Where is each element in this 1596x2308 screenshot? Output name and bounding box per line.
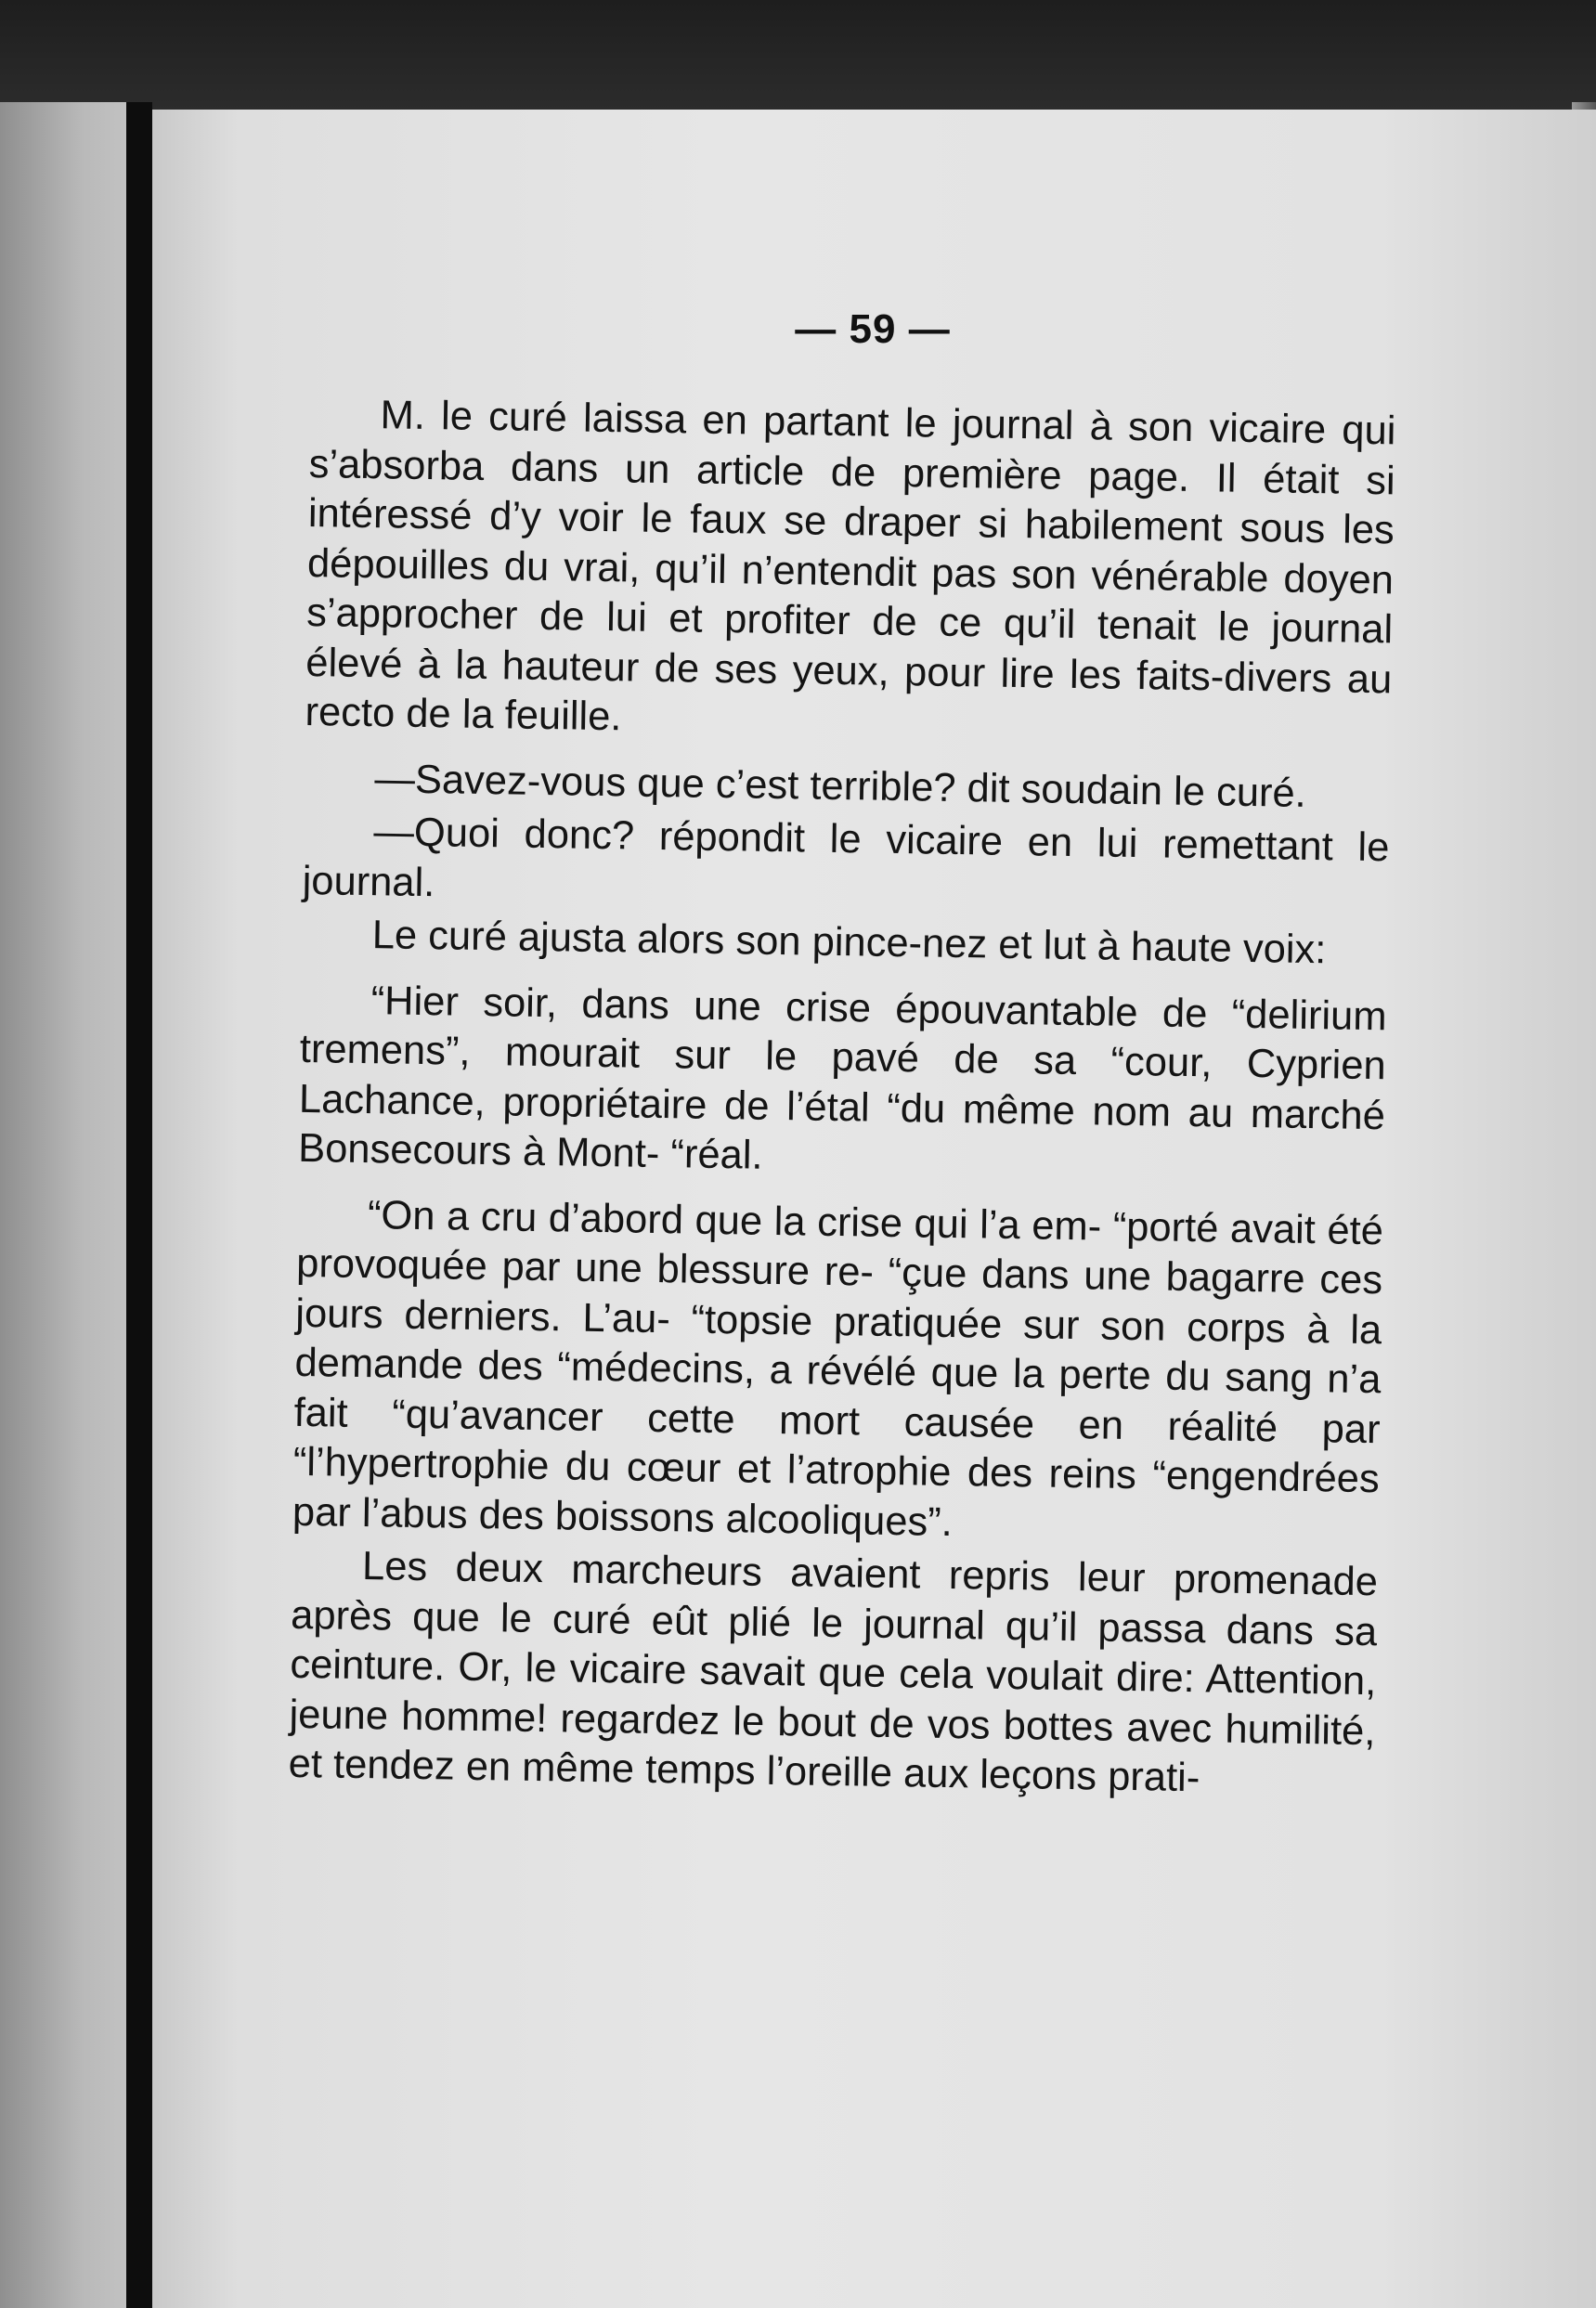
page-text <box>288 390 1396 1807</box>
paragraph-4: Le curé ajusta alors son pince-nez et lut à haute voix: <box>371 913 1327 973</box>
paragraph-2: —Savez-vous que c’est terrible? dit soudain le curé. <box>374 756 1307 816</box>
paragraph-7: Les deux marcheurs avaient repris leur promenade après que le curé eût plié le journal qu’il passa dans sa ceinture. Or, le vicaire savait que cela voulait dire: Attention, jeune homme! regardez le bout de vos bottes avec humilité, et tendez en même temps l’oreille aux leçons prati- <box>288 1544 1379 1801</box>
facing-page-edge <box>0 102 137 2308</box>
quote-paragraph-1: “Hier soir, dans une crise épouvantable de “delirium tremens”, mourait sur le pavé de sa “cour, Cyprien Lachance, propriétaire de l’étal “du même nom au marché Bonsecours à Mont- “réal. <box>297 978 1387 1178</box>
page-number: — 59 — <box>795 306 951 352</box>
paragraph-3: —Quoi donc? répondit le vicaire en lui remettant le journal. <box>302 810 1390 905</box>
paragraph-1: M. le curé laissa en partant le journal à son vicaire qui s’absorba dans un article de première page. Il était si intéressé d’y voir le faux se draper si habilement sous les dépouilles du vrai, qu’il n’entendit pas son vénérable doyen s’approcher de lui et profiter de ce qu’il tenait le journal élevé à la hauteur de ses yeux, pour lire les faits-divers au recto de la feuille. <box>305 393 1396 740</box>
book-spine-gutter <box>126 102 152 2308</box>
quote-paragraph-2: “On a cru d’abord que la crise qui l’a em- “porté avait été provoquée par une blessure re- “çue dans une bagarre ces jours derniers. L’au- “topsie pratiquée sur son corps à la demande des “médecins, a révélé que la perte du sang n’a fait “qu’avancer cette mort causée en réalité par “l’hypertrophie du cœur et l’atrophie des reins “engendrées par l’abus des boissons alcooliques”. <box>292 1192 1384 1545</box>
scan-background-top <box>0 0 1596 111</box>
